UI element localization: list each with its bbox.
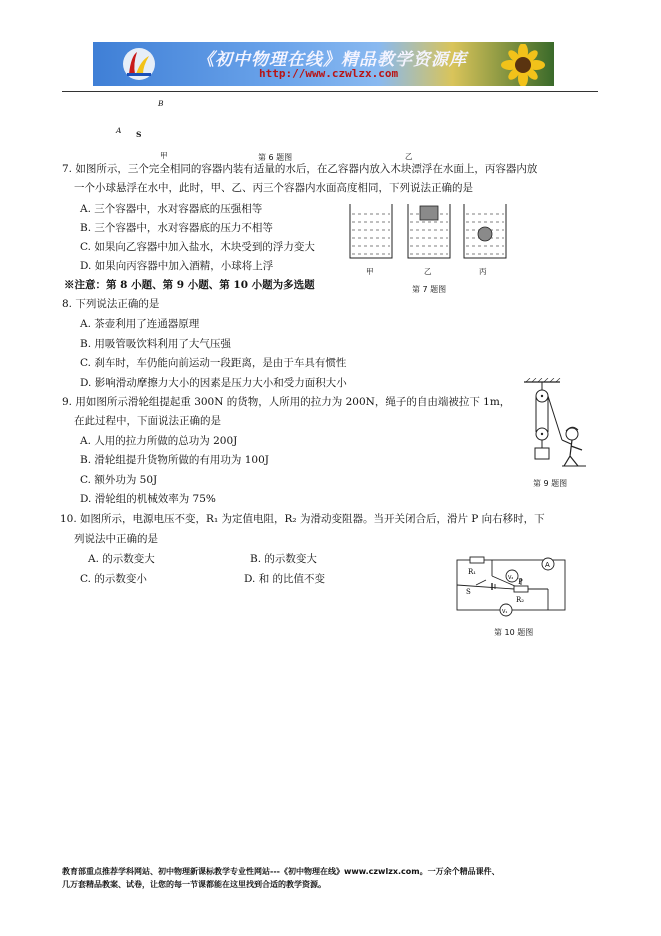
fig10-label-v2: V₂	[508, 575, 514, 581]
q10-option-d: D. 和 的比值不变	[244, 573, 326, 585]
fig7-label-jia: 甲	[366, 267, 374, 276]
q10-option-b: B. 的示数变大	[250, 553, 317, 565]
logo-icon	[121, 46, 157, 82]
q9-option-a: A. 人用的拉力所做的总功为 200J	[80, 435, 238, 447]
q10-stem-line1: 10. 如图所示，电源电压不变，R₁ 为定值电阻，R₂ 为滑动变阻器。当开关闭合后，滑片 P 向右移时，下	[60, 513, 545, 525]
q9-stem-line2: 在此过程中，下面说法正确的是	[74, 415, 221, 427]
q7-stem-line1: 7. 如图所示，三个完全相同的容器内装有适量的水后，在乙容器内放入木块漂浮在水面上，丙容器内放	[62, 163, 538, 175]
fig10-label-s: S	[466, 588, 471, 596]
fig6-label-yi: 乙	[405, 152, 413, 161]
q8-stem: 8. 下列说法正确的是	[62, 298, 160, 310]
fig6-label-s: S	[136, 130, 142, 139]
fig10-label-a: A	[545, 561, 550, 569]
q9-option-d: D. 滑轮组的机械效率为 75%	[80, 493, 216, 505]
fig6-label-jia: 甲	[160, 151, 168, 160]
q9-stem-line1: 9. 用如图所示滑轮组提起重 300N 的货物，人所用的拉力为 200N，绳子的自由端被拉下 1m，	[62, 396, 511, 408]
q10-option-c: C. 的示数变小	[80, 573, 147, 585]
q7-option-b: B. 三个容器中，水对容器底的压力不相等	[80, 222, 273, 234]
q8-option-a: A. 茶壶利用了连通器原理	[80, 318, 200, 330]
q7-option-c: C. 如果向乙容器中加入盐水，木块受到的浮力变大	[80, 241, 315, 253]
fig7-label-yi: 乙	[424, 267, 432, 276]
q8-option-d: D. 影响滑动摩擦力大小的因素是压力大小和受力面积大小	[80, 377, 347, 389]
fig9-pulley-system	[522, 378, 592, 473]
fig6-label-b: B	[158, 99, 164, 108]
q9-option-c: C. 额外功为 50J	[80, 474, 158, 486]
fig6-label-a: A	[116, 126, 122, 135]
footer-line2: 几万套精品教案、试卷，让您的每一节课都能在这里找到合适的教学资源。	[62, 880, 326, 889]
ball	[478, 227, 492, 241]
fig10-caption: 第 10 题图	[494, 628, 534, 637]
multi-choice-note: ※注意：第 8 小题、第 9 小题、第 10 小题为多选题	[64, 279, 315, 291]
fig7-containers	[348, 202, 508, 262]
footer-line1: 教育部重点推荐学科网站、初中物理新课标教学专业性网站---《初中物理在线》www.czwlzx.com。一万余个精品课件、	[62, 867, 500, 876]
fig6-caption: 第 6 题图	[258, 153, 293, 162]
sunflower-icon	[491, 44, 551, 86]
q7-option-d: D. 如果向丙容器中加入酒精，小球将上浮	[80, 260, 274, 272]
q8-option-c: C. 刹车时，车仍能向前运动一段距离，是由于车具有惯性	[80, 357, 347, 369]
header-divider	[62, 91, 598, 92]
fig10-label-r2: R₂	[516, 596, 525, 604]
header-url: http://www.czwlzx.com	[259, 67, 399, 80]
q9-option-b: B. 滑轮组提升货物所做的有用功为 100J	[80, 454, 269, 466]
q10-option-a: A. 的示数变大	[88, 553, 155, 565]
q7-stem-line2: 一个小球悬浮在水中，此时，甲、乙、丙三个容器内水面高度相同，下列说法正确的是	[74, 182, 473, 194]
fig7-label-bing: 丙	[479, 267, 487, 276]
q8-option-b: B. 用吸管吸饮料利用了大气压强	[80, 338, 231, 350]
q10-stem-line2: 列说法中正确的是	[74, 533, 158, 545]
fig10-label-v1: V₁	[502, 609, 508, 615]
header-title: 《初中物理在线》精品教学资源库	[197, 50, 467, 70]
wood-block	[420, 206, 438, 220]
fig10-label-r1: R₁	[468, 568, 477, 576]
fig10-label-p: P	[518, 578, 523, 586]
header-banner	[93, 42, 554, 86]
q7-option-a: A. 三个容器中，水对容器底的压强相等	[80, 203, 263, 215]
fig9-caption: 第 9 题图	[533, 479, 568, 488]
fig7-caption: 第 7 题图	[412, 285, 447, 294]
fig10-circuit	[452, 550, 570, 620]
